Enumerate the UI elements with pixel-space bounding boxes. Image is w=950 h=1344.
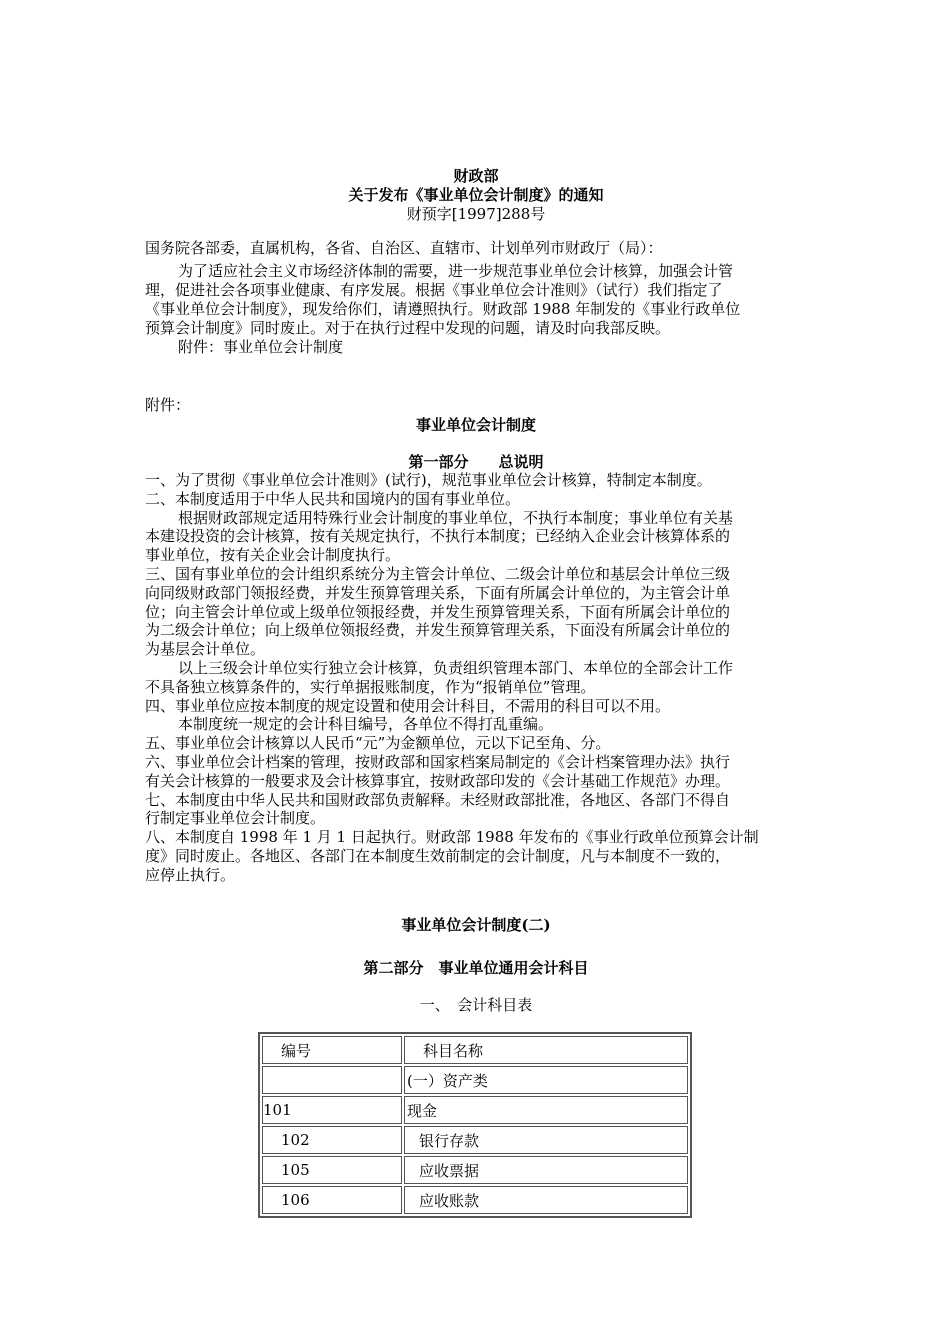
table-row (262, 1096, 688, 1124)
provision-line: 不具备独立核算条件的，实行单据报账制度，作为“报销单位”管理。 (145, 677, 596, 696)
provision-line: 一、为了贯彻《事业单位会计准则》(试行)，规范事业单位会计核算，特制定本制度。 (145, 471, 712, 489)
notice-body-line: 理，促进社会各项事业健康、有序发展。根据《事业单位会计准则》（试行）我们指定了 (145, 281, 723, 299)
header-name: 科目名称 (404, 1036, 688, 1064)
provision-line: 本建设投资的会计核算，按有关规定执行，不执行本制度；已经纳入企业会计核算体系的 (145, 527, 731, 546)
provision-line: 六、事业单位会计档案的管理，按财政部和国家档案局制定的《会计档案管理办法》执行 (145, 753, 731, 771)
issuer-heading: 财政部 (453, 167, 499, 185)
notice-title: 关于发布《事业单位会计制度》的通知 (348, 186, 604, 204)
provision-line: 三、国有事业单位的会计组织系统分为主管会计单位、二级会计单位和基层会计单位三级 (145, 565, 731, 583)
provision-line: 五、事业单位会计核算以人民币“元”为金额单位，元以下记至角、分。 (145, 734, 611, 753)
provision-line: 以上三级会计单位实行独立会计核算，负责组织管理本部门、本单位的全部会计工作 (178, 659, 734, 677)
table-row (262, 1066, 688, 1094)
account-code (262, 1066, 402, 1094)
provision-line: 为二级会计单位；向上级单位领报经费，并发生预算管理关系，下面没有所属会计单位的 (145, 621, 731, 640)
table-row (262, 1156, 688, 1184)
provision-line: 向同级财政部门领报经费，并发生预算管理关系，下面有所属会计单位的，为主管会计单 (145, 583, 731, 602)
part2-title: 第二部分 事业单位通用会计科目 (363, 959, 589, 977)
attachment-note: 附件：事业单位会计制度 (178, 338, 344, 356)
header-code: 编号 (262, 1036, 402, 1064)
provision-line: 度》同时废止。各地区、各部门在本制度生效前制定的会计制度，凡与本制度不一致的， (145, 847, 731, 865)
account-name: 应收票据 (404, 1156, 688, 1184)
provision-line: 八、本制度自 1998 年 1 月 1 日起执行。财政部 1988 年发布的《事业行政单位预算会计制 (145, 828, 759, 847)
notice-body-line: 为了适应社会主义市场经济体制的需要，进一步规范事业单位会计核算，加强会计管 (178, 262, 734, 280)
table-subtitle: 一、 会计科目表 (419, 996, 533, 1014)
provision-line: 本制度统一规定的会计科目编号，各单位不得打乱重编。 (178, 715, 554, 734)
attachment-title: 事业单位会计制度 (415, 416, 536, 434)
provision-line: 应停止执行。 (145, 865, 236, 884)
addressee: 国务院各部委，直属机构，各省、自治区、直辖市、计划单列市财政厅（局）： (145, 239, 663, 257)
notice-body-line: 《事业单位会计制度》，现发给你们，请遵照执行。财政部 1988 年制发的《事业行政单位 (145, 300, 741, 318)
account-table (258, 1032, 692, 1218)
table-header-row (262, 1036, 688, 1064)
provision-line: 二、本制度适用于中华人民共和国境内的国有事业单位。 (145, 489, 521, 508)
attachment-label: 附件： (145, 396, 191, 414)
table-row (262, 1126, 688, 1154)
provision-line: 有关会计核算的一般要求及会计核算事宜，按财政部印发的《会计基础工作规范》办理。 (145, 771, 731, 790)
part1-title: 第一部分 总说明 (408, 453, 544, 471)
provision-line: 事业单位，按有关企业会计制度执行。 (145, 546, 401, 565)
provision-line: 位；向主管会计单位或上级单位领报经费，并发生预算管理关系，下面有所属会计单位的 (145, 602, 731, 621)
table-row (262, 1186, 688, 1214)
provision-line: 为基层会计单位。 (145, 640, 266, 659)
account-name: (一）资产类 (404, 1066, 688, 1094)
notice-body-line: 预算会计制度》同时废止。对于在执行过程中发现的问题，请及时向我部反映。 (145, 319, 671, 337)
provision-line: 四、事业单位应按本制度的规定设置和使用会计科目，不需用的科目可以不用。 (145, 696, 671, 715)
provision-line: 根据财政部规定适用特殊行业会计制度的事业单位，不执行本制度；事业单位有关基 (178, 508, 734, 527)
account-name: 银行存款 (404, 1126, 688, 1154)
provision-line: 行制定事业单位会计制度。 (145, 809, 326, 828)
document-number: 财预字[1997]288号 (406, 205, 546, 223)
section2-title: 事业单位会计制度(二) (401, 916, 551, 934)
account-code: 101 (262, 1096, 402, 1124)
account-code: 105 (262, 1156, 402, 1184)
account-name: 应收账款 (404, 1186, 688, 1214)
account-name: 现金 (404, 1096, 688, 1124)
account-code: 102 (262, 1126, 402, 1154)
account-code: 106 (262, 1186, 402, 1214)
provision-line: 七、本制度由中华人民共和国财政部负责解释。未经财政部批准，各地区、各部门不得自 (145, 790, 731, 809)
